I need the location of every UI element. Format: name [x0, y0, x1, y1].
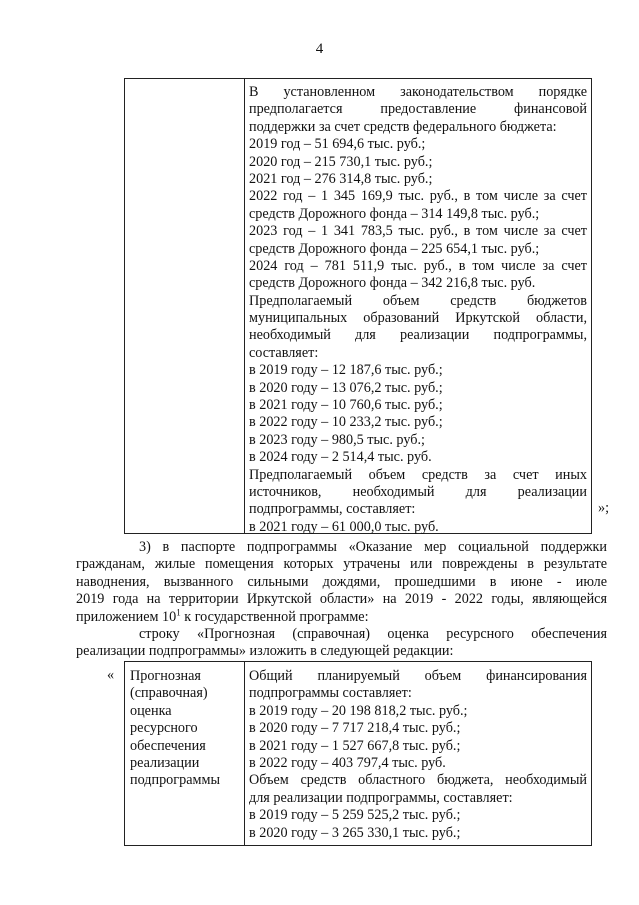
- text-line: в 2022 году – 10 233,2 тыс. руб.;: [249, 414, 443, 431]
- row-title-cell: [130, 668, 240, 790]
- row-title-line: (справочная): [130, 685, 208, 702]
- column-divider: [244, 79, 245, 533]
- funding-table-continuation: [124, 78, 592, 534]
- text-line: средств Дорожного фонда – 342 216,8 тыс. руб.: [249, 275, 536, 292]
- text-line: 2019 год – 51 694,6 тыс. руб.;: [249, 136, 426, 153]
- text-line: 3) в паспорте подпрограммы «Оказание мер социальной поддержки: [139, 539, 607, 555]
- text-fragment: к государственной программе:: [180, 608, 369, 625]
- appendix-reference: приложением 10: [76, 608, 177, 625]
- text-line: подпрограммы составляет:: [249, 685, 412, 702]
- text-line: 2023 год – 1 341 783,5 тыс. руб., в том числе за счет: [249, 223, 587, 240]
- text-line: предполагается предоставление финансовой: [249, 101, 587, 118]
- text-line: Предполагаемый объем средств бюджетов: [249, 292, 587, 309]
- text-line: в 2020 году – 13 076,2 тыс. руб.;: [249, 379, 443, 396]
- text-line: наводнения, вызванного сильными дождями, прошедшими в июне - июле: [76, 573, 607, 590]
- opening-quote-mark: «: [107, 667, 115, 683]
- text-line: в 2023 году – 980,5 тыс. руб.;: [249, 431, 425, 448]
- text-line: необходимый для реализации подпрограммы,: [249, 327, 587, 344]
- amendment-paragraph: [76, 539, 607, 626]
- row-title-line: ресурсного: [130, 720, 198, 737]
- text-line: средств Дорожного фонда – 225 654,1 тыс. руб.;: [249, 240, 540, 257]
- text-line: 2019 года на территории Иркутской области» на 2019 - 2022 годы, являющейся: [76, 591, 607, 608]
- text-line: источников, необходимый для реализации: [249, 483, 587, 500]
- text-line: гражданам, жилые помещения которых утрачены или повреждены в результате: [76, 556, 607, 573]
- resource-estimate-cell: [249, 668, 587, 842]
- text-line: в 2021 году – 61 000,0 тыс. руб.: [249, 518, 439, 535]
- row-title-line: Прогнозная: [130, 668, 201, 684]
- text-line: в 2020 году – 3 265 330,1 тыс. руб.;: [249, 824, 461, 841]
- closing-quote-mark: »;: [598, 500, 610, 516]
- text-line: Объем средств областного бюджета, необходимый: [249, 772, 587, 789]
- row-title-line: оценка: [130, 702, 172, 719]
- text-line: в 2022 году – 403 797,4 тыс. руб.: [249, 754, 446, 771]
- text-line: поддержки за счет средств федерального бюджета:: [249, 118, 557, 135]
- text-line: 2021 год – 276 314,8 тыс. руб.;: [249, 170, 433, 187]
- text-line: для реализации подпрограммы, составляет:: [249, 789, 513, 806]
- text-line: 2024 год – 781 511,9 тыс. руб., в том числе за счет: [249, 257, 587, 274]
- instruction-paragraph: [76, 626, 607, 661]
- text-line: в 2019 году – 5 259 525,2 тыс. руб.;: [249, 807, 461, 824]
- text-line: в 2024 году – 2 514,4 тыс. руб.: [249, 449, 432, 466]
- text-line: в 2020 году – 7 717 218,4 тыс. руб.;: [249, 720, 461, 737]
- resource-estimate-table: [124, 661, 592, 846]
- row-title-line: обеспечения: [130, 737, 206, 754]
- text-line: В установленном законодательством порядке: [249, 84, 587, 100]
- column-divider: [244, 662, 245, 845]
- funding-description-cell: [249, 84, 587, 536]
- row-title-line: подпрограммы: [130, 772, 220, 789]
- text-line: Общий планируемый объем финансирования: [249, 668, 587, 684]
- text-line: подпрограммы, составляет:: [249, 501, 416, 518]
- superscript-index: 1: [176, 606, 181, 617]
- text-line: в 2019 году – 20 198 818,2 тыс. руб.;: [249, 702, 468, 719]
- text-line: Предполагаемый объем средств за счет иных: [249, 466, 587, 483]
- text-line: муниципальных образований Иркутской области,: [249, 310, 587, 327]
- text-line: [76, 606, 607, 626]
- text-line: составляет:: [249, 344, 319, 361]
- text-line: в 2021 году – 10 760,6 тыс. руб.;: [249, 397, 443, 414]
- text-line: 2022 год – 1 345 169,9 тыс. руб., в том числе за счет: [249, 188, 587, 205]
- page-number: 4: [315, 41, 324, 57]
- row-title-line: реализации: [130, 754, 200, 771]
- text-line: строку «Прогнозная (справочная) оценка ресурсного обеспечения: [139, 626, 607, 642]
- text-line: реализации подпрограммы» изложить в следующей редакции:: [76, 643, 454, 660]
- text-line: в 2021 году – 1 527 667,8 тыс. руб.;: [249, 737, 461, 754]
- text-line: средств Дорожного фонда – 314 149,8 тыс. руб.;: [249, 205, 540, 222]
- text-line: 2020 год – 215 730,1 тыс. руб.;: [249, 153, 433, 170]
- text-line: в 2019 году – 12 187,6 тыс. руб.;: [249, 362, 443, 379]
